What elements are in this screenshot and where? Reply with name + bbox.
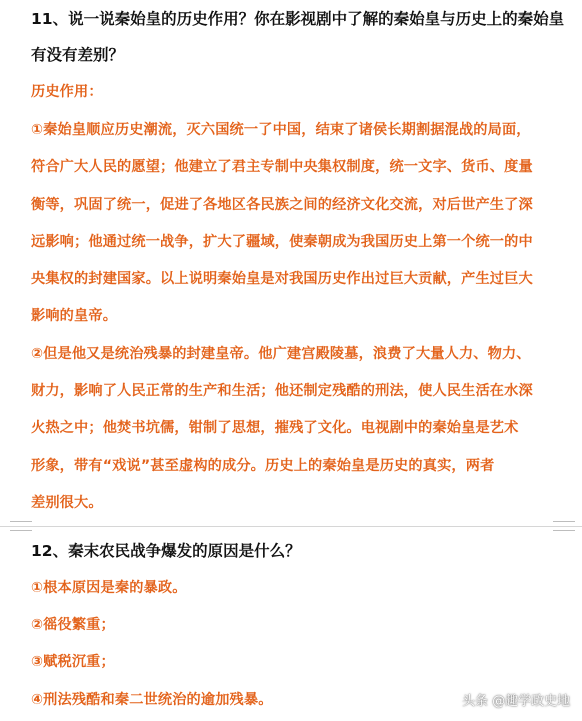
question-11-line-2: 有没有差别？: [31, 46, 125, 64]
answer-11-line-5: 央集权的封建国家。以上说明秦始皇是对我国历史作出过巨大贡献，产生过巨大: [31, 271, 533, 287]
answer-11-line-1: ①秦始皇顺应历史潮流，灭六国统一了中国，结束了诸侯长期割据混战的局面，: [31, 122, 531, 138]
answer-11-line-4: 远影响；他通过统一战争，扩大了疆域，使秦朝成为我国历史上第一个统一的中: [31, 234, 533, 250]
answer-12-item-4: ④刑法残酷和秦二世统治的逾加残暴。: [31, 692, 273, 708]
answer-11-heading: 历史作用：: [31, 84, 103, 100]
answer-11-line-9: 火热之中；他焚书坑儒，钳制了思想，摧残了文化。电视剧中的秦始皇是艺术: [31, 420, 519, 436]
answer-12-item-1: ①根本原因是秦的暴政。: [31, 580, 187, 596]
page-margin-marker-right: [553, 521, 575, 531]
answer-11-line-8: 财力，影响了人民正常的生产和生活；他还制定残酷的刑法，使人民生活在水深: [31, 383, 533, 399]
answer-12-item-3: ③赋税沉重；: [31, 654, 115, 670]
page-break-divider: [0, 526, 582, 527]
answer-12-item-2: ②徭役繁重；: [31, 617, 115, 633]
answer-11-line-2: 符合广大人民的愿望；他建立了君主专制中央集权制度，统一文字、货币、度量: [31, 159, 533, 175]
source-watermark: 头条 @趣学政史地: [462, 694, 571, 709]
answer-11-line-6: 影响的皇帝。: [31, 308, 118, 324]
question-12: 12、秦末农民战争爆发的原因是什么？: [31, 542, 301, 560]
answer-11-line-10: 形象，带有“戏说”甚至虚构的成分。历史上的秦始皇是历史的真实，两者: [31, 458, 495, 474]
answer-11-line-7: ②但是他又是统治残暴的封建皇帝。他广建宫殿陵墓，浪费了大量人力、物力、: [31, 346, 531, 362]
question-11-line-1: 11、说一说秦始皇的历史作用？你在影视剧中了解的秦始皇与历史上的秦始皇: [31, 10, 565, 28]
page-margin-marker-left: [10, 521, 32, 531]
answer-11-line-3: 衡等，巩固了统一，促进了各地区各民族之间的经济文化交流，对后世产生了深: [31, 197, 533, 213]
answer-11-line-11: 差别很大。: [31, 495, 103, 511]
